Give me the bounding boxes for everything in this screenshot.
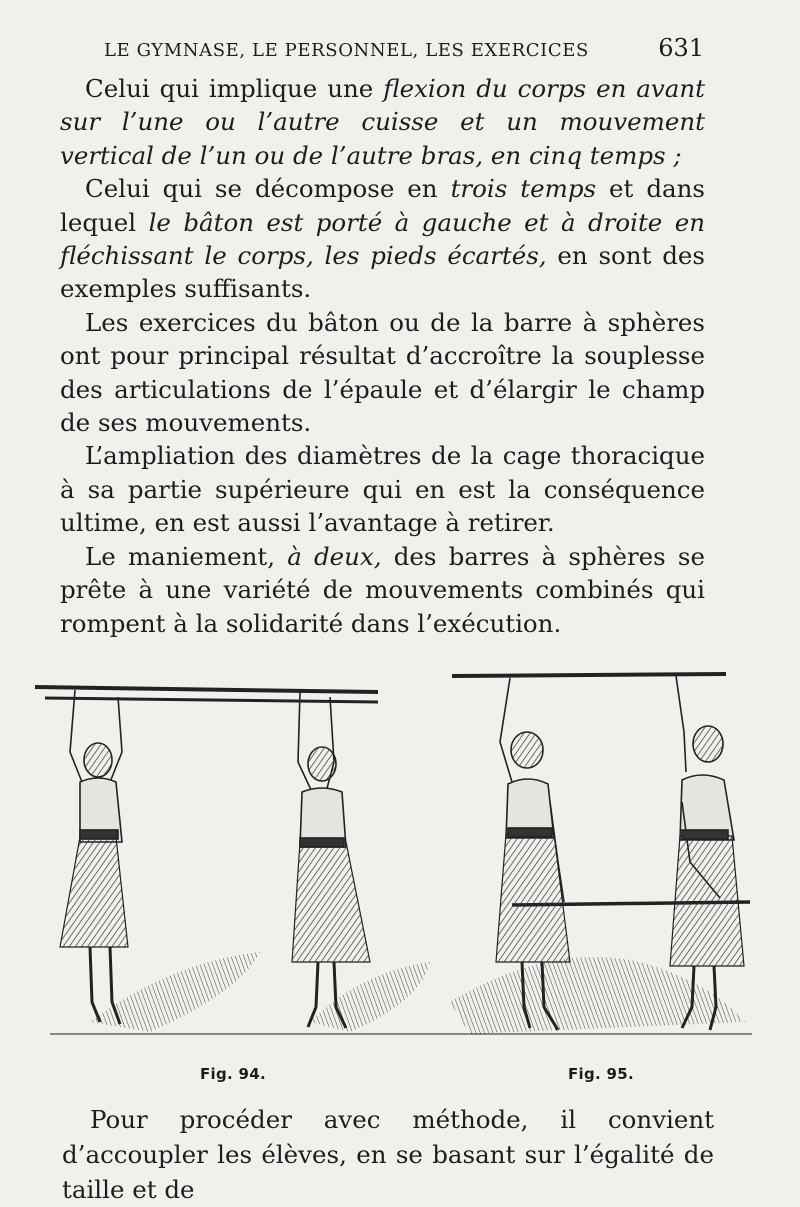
page-number: 631 <box>658 34 704 62</box>
paragraph-4: L’ampliation des diamètres de la cage thoracique à sa partie supérieure qui en est la conséquence ultime, en est aussi l’avantage à retirer. <box>60 441 705 538</box>
engraving-illustration <box>30 662 760 1047</box>
running-header <box>104 34 704 62</box>
paragraph-3: Les exercices du bâton ou de la barre à sphères ont pour principal résultat d’accroître la souplesse des articulations de l’épaule et d’élargir le champ de ses mouvements. <box>60 307 705 438</box>
running-title: LE GYMNASE, LE PERSONNEL, LES EXERCICES <box>104 40 589 61</box>
p5-text-c: des barres à sphères se prête à une variété de mouvements combinés qui rompent à la solidarité dans l’exécution. <box>60 541 705 638</box>
p2-text-e: en sont des exemples suffisants. <box>60 241 705 304</box>
continuation-text <box>62 1102 714 1207</box>
p5-italic-b: à deux, <box>287 541 382 571</box>
paragraph-6: Pour procéder avec méthode, il convient d’accoupler les élèves, en se basant sur l’égalité de taille et de <box>62 1105 714 1204</box>
p1-italic: flexion du corps en avant sur l’une ou l’autre cuisse et un mouvement vertical de l’un ou de l’autre bras, en cinq temps ; <box>60 74 705 170</box>
p5-text-a: Le maniement, <box>85 541 288 571</box>
p2-italic-b: trois temps <box>450 174 597 204</box>
paragraph-2 <box>60 172 705 306</box>
body-text <box>60 72 705 640</box>
fig94-drawing <box>35 687 450 1034</box>
p2-text-c: et dans lequel <box>60 174 705 237</box>
paragraph-1 <box>60 72 705 172</box>
fig95-caption: Fig. 95. <box>568 1065 635 1083</box>
paragraph-5 <box>60 540 705 640</box>
p1-text: Celui qui implique une <box>85 74 384 103</box>
fig95-drawing <box>440 674 752 1034</box>
p2-italic-d: le bâton est porté à gauche et à droite en fléchissant le corps, les pieds écartés, <box>60 207 705 271</box>
engraving-figures <box>30 662 760 1047</box>
fig94-caption: Fig. 94. <box>200 1065 267 1083</box>
p2-text-a: Celui qui se décompose en <box>85 174 451 204</box>
